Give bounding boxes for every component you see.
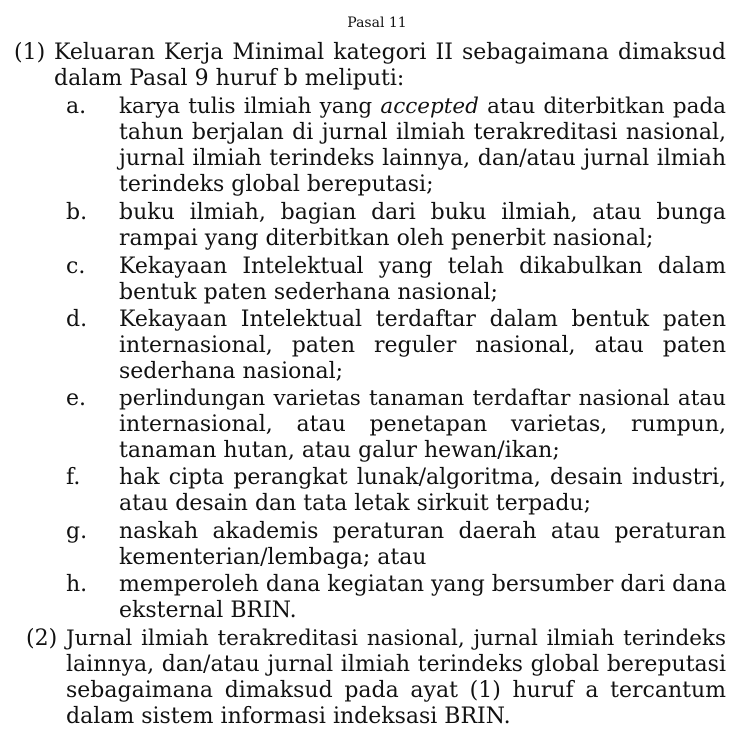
item-f-line-2: atau desain dan tata letak sirkuit terpadu; xyxy=(119,491,592,516)
item-e-line-1: perlindungan varietas tanaman terdaftar nasional atau xyxy=(119,386,726,411)
item-g-line-1: naskah akademis peraturan daerah atau peraturan xyxy=(119,519,726,544)
item-e-line-2: internasional, atau penetapan varietas, rumpun, xyxy=(119,412,726,437)
article-title: Pasal 11 xyxy=(347,15,407,31)
item-e-line-3: tanaman hutan, atau galur hewan/ikan; xyxy=(119,438,560,463)
item-c-letter: c. xyxy=(66,254,86,279)
paragraph-1-line-1: Keluaran Kerja Minimal kategori II sebagaimana dimaksud xyxy=(54,40,726,65)
item-c-line-1: Kekayaan Intelektual yang telah dikabulkan dalam xyxy=(119,254,726,279)
item-h-line-2: eksternal BRIN. xyxy=(119,598,297,623)
item-d-letter: d. xyxy=(66,307,88,332)
paragraph-2-line-1: Jurnal ilmiah terakreditasi nasional, jurnal ilmiah terindeks xyxy=(66,626,726,651)
item-c-line-2: bentuk paten sederhana nasional; xyxy=(119,280,498,305)
item-b-line-2: rampai yang diterbitkan oleh penerbit nasional; xyxy=(119,226,654,251)
item-h-line-1: memperoleh dana kegiatan yang bersumber dari dana xyxy=(119,572,727,597)
paragraph-1-number: (1) xyxy=(14,40,46,65)
paragraph-2-number: (2) xyxy=(26,626,58,651)
item-a-line-3: jurnal ilmiah terindeks lainnya, dan/atau jurnal ilmiah xyxy=(119,146,726,171)
item-d-line-2: internasional, paten reguler nasional, atau paten xyxy=(119,333,726,358)
item-h-letter: h. xyxy=(66,572,88,597)
item-a-letter: a. xyxy=(66,94,87,119)
item-g-line-2: kementerian/lembaga; atau xyxy=(119,545,427,570)
item-a-line-4: terindeks global bereputasi; xyxy=(119,172,434,197)
item-f-letter: f. xyxy=(66,465,81,490)
item-b-letter: b. xyxy=(66,200,88,225)
item-a-line-1: karya tulis ilmiah yang accepted atau diterbitkan pada xyxy=(119,94,726,119)
item-d-line-1: Kekayaan Intelektual terdaftar dalam bentuk paten xyxy=(119,307,726,332)
item-e-letter: e. xyxy=(66,386,87,411)
item-d-line-3: sederhana nasional; xyxy=(119,359,344,384)
paragraph-1-line-2: dalam Pasal 9 huruf b meliputi: xyxy=(54,66,405,91)
paragraph-2-line-3: sebagaimana dimaksud pada ayat (1) huruf a tercantum xyxy=(66,678,726,703)
paragraph-2-line-2: lainnya, dan/atau jurnal ilmiah terindeks global bereputasi xyxy=(66,652,726,677)
paragraph-2-line-4: dalam sistem informasi indeksasi BRIN. xyxy=(66,704,511,729)
item-f-line-1: hak cipta perangkat lunak/algoritma, desain industri, xyxy=(119,465,726,490)
item-a-line-2: tahun berjalan di jurnal ilmiah terakreditasi nasional, xyxy=(119,120,726,145)
item-a-italic-term: accepted xyxy=(380,94,479,119)
item-g-letter: g. xyxy=(66,519,88,544)
item-b-line-1: buku ilmiah, bagian dari buku ilmiah, atau bunga xyxy=(119,200,726,225)
